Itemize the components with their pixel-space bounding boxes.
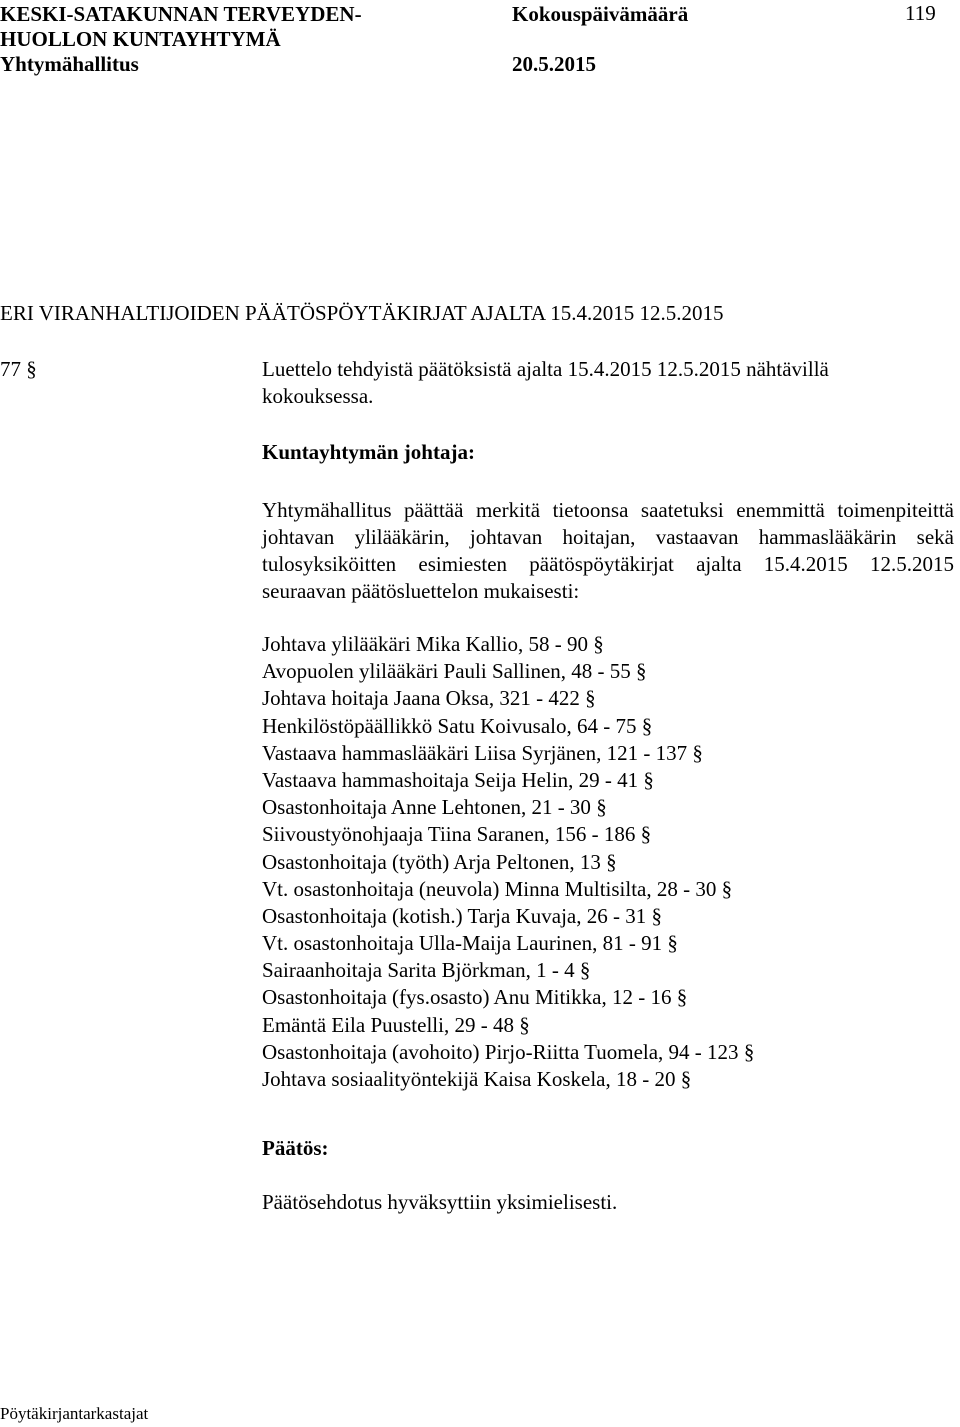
decision-text: Päätösehdotus hyväksyttiin yksimielisesti. bbox=[262, 1190, 618, 1214]
list-item-text: Vt. osastonhoitaja Ulla-Maija Laurinen, 81 - 91 bbox=[262, 931, 663, 956]
footer-label: Pöytäkirjantarkastajat bbox=[0, 1404, 149, 1423]
section-sign-icon: § bbox=[667, 931, 678, 956]
list-item bbox=[262, 849, 754, 876]
section-sign-icon: § bbox=[596, 795, 607, 820]
list-item-text: Vastaava hammashoitaja Seija Helin, 29 - 41 bbox=[262, 767, 639, 792]
list-item-text: Osastonhoitaja Anne Lehtonen, 21 - 30 bbox=[262, 795, 591, 820]
section-sign-icon: § bbox=[579, 958, 591, 983]
section-sign-icon: § bbox=[606, 849, 617, 874]
list-item-text: Osastonhoitaja (kotish.) Tarja Kuvaja, 26 - 31 bbox=[262, 903, 647, 928]
section-sign-icon: § bbox=[692, 740, 703, 765]
section-sign-icon: § bbox=[651, 903, 662, 928]
list-item-text: Avopuolen ylilääkäri Pauli Sallinen, 48 - 55 bbox=[262, 659, 631, 684]
list-item bbox=[262, 930, 754, 957]
decision-heading: Päätös: bbox=[262, 1136, 329, 1160]
section-sign-icon: § bbox=[640, 822, 652, 847]
meeting-date: 20.5.2015 bbox=[512, 52, 596, 76]
list-item-text: Sairaanhoitaja Sarita Björkman, 1 - 4 bbox=[262, 958, 575, 983]
list-item bbox=[262, 1039, 754, 1066]
list-item-text: Osastonhoitaja (fys.osasto) Anu Mitikka, 12 - 16 bbox=[262, 985, 672, 1010]
list-item bbox=[262, 767, 754, 794]
list-item bbox=[262, 903, 754, 930]
list-item-text: Siivoustyönohjaaja Tiina Saranen, 156 - 186 bbox=[262, 822, 636, 847]
section-sign-icon: § bbox=[636, 659, 647, 684]
page-number: 119 bbox=[905, 1, 936, 25]
section-sign-icon: § bbox=[680, 1067, 692, 1091]
org-name-line1: KESKI-SATAKUNNAN TERVEYDEN- bbox=[0, 2, 362, 26]
list-item bbox=[262, 740, 754, 767]
section-sign-icon: § bbox=[721, 876, 733, 901]
list-item-text: Osastonhoitaja (työth) Arja Peltonen, 13 bbox=[262, 849, 601, 874]
section-sign-icon: § bbox=[641, 713, 653, 738]
list-item-text: Henkilöstöpäällikkö Satu Koivusalo, 64 - 75 bbox=[262, 713, 637, 738]
list-item-text: Vastaava hammaslääkäri Liisa Syrjänen, 121 - 137 bbox=[262, 740, 688, 765]
section-sign-icon: § bbox=[743, 1039, 755, 1064]
section-sign-icon: § bbox=[585, 686, 596, 711]
list-item bbox=[262, 713, 754, 740]
list-item bbox=[262, 631, 754, 658]
section-sign-icon: § bbox=[26, 357, 37, 381]
list-item bbox=[262, 794, 754, 821]
list-item bbox=[262, 957, 754, 984]
decision-list bbox=[262, 631, 754, 1093]
body-name: Yhtymähallitus bbox=[0, 52, 139, 76]
section-sign-icon: § bbox=[519, 1012, 530, 1037]
item-number-wrap bbox=[0, 356, 37, 383]
item-title-line1: Luettelo tehdyistä päätöksistä ajalta 15.4.2015 12.5.2015 nähtävillä bbox=[262, 357, 829, 381]
section-sign-icon: § bbox=[643, 767, 654, 792]
list-item bbox=[262, 984, 754, 1011]
list-item bbox=[262, 876, 754, 903]
list-item-text: Johtava ylilääkäri Mika Kallio, 58 - 90 bbox=[262, 632, 589, 656]
list-item-text: Vt. osastonhoitaja (neuvola) Minna Multisilta, 28 - 30 bbox=[262, 876, 717, 901]
list-item bbox=[262, 685, 754, 712]
section-sign-icon: § bbox=[593, 632, 604, 656]
item-title-line2: kokouksessa. bbox=[262, 384, 374, 408]
item-number: 77 bbox=[0, 357, 21, 381]
list-item-text: Johtava sosiaalityöntekijä Kaisa Koskela, 18 - 20 bbox=[262, 1067, 676, 1091]
section-title: ERI VIRANHALTIJOIDEN PÄÄTÖSPÖYTÄKIRJAT AJALTA 15.4.2015 12.5.2015 bbox=[0, 301, 724, 325]
doc-type: Kokouspäivämäärä bbox=[512, 2, 689, 26]
proposal-heading: Kuntayhtymän johtaja: bbox=[262, 440, 475, 464]
section-sign-icon: § bbox=[676, 985, 688, 1010]
proposal-text: Yhtymähallitus päättää merkitä tietoonsa saatetuksi enemmittä toimenpiteittä johtavan ylilääkärin, johtavan hoitajan, vastaavan hammaslääkärin sekä tulosyksiköitten esimiesten päätöspöytäkirjat ajalta 15.4.2015 12.5.2015 seuraavan päätösluettelon mukaisesti: bbox=[262, 498, 954, 603]
list-item-text: Osastonhoitaja (avohoito) Pirjo-Riitta Tuomela, 94 - 123 bbox=[262, 1039, 739, 1064]
list-item-text: Johtava hoitaja Jaana Oksa, 321 - 422 bbox=[262, 686, 580, 711]
org-name-line2: HUOLLON KUNTAYHTYMÄ bbox=[0, 27, 281, 51]
list-item bbox=[262, 658, 754, 685]
list-item-text: Emäntä Eila Puustelli, 29 - 48 bbox=[262, 1012, 514, 1037]
list-item bbox=[262, 821, 754, 848]
list-item bbox=[262, 1066, 754, 1093]
list-item bbox=[262, 1012, 754, 1039]
